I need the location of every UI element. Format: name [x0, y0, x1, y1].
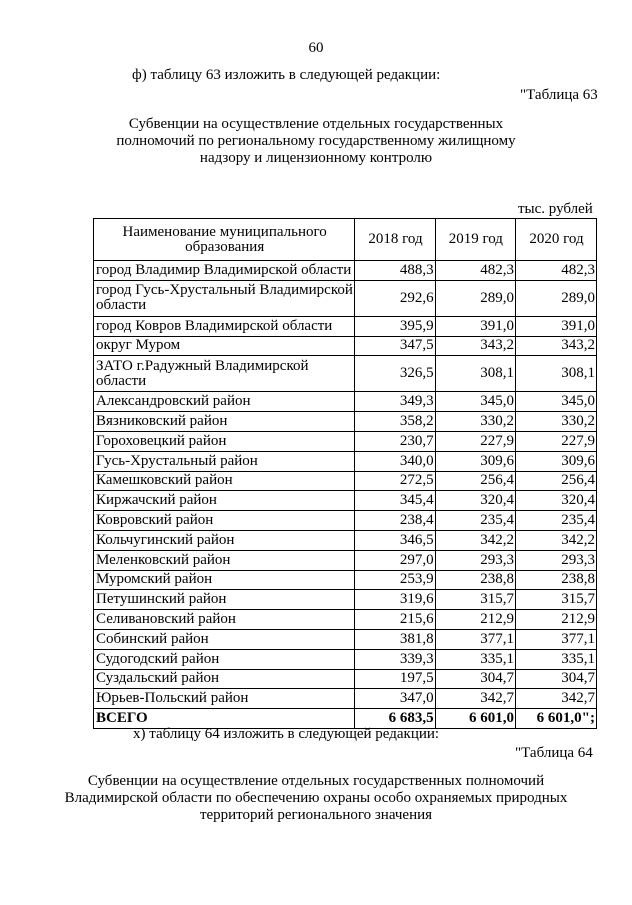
- value-2018-cell: 253,9: [355, 570, 435, 590]
- table-row: [94, 590, 597, 610]
- value-2020-cell: 212,9: [515, 610, 596, 630]
- value-2020-cell: 391,0: [515, 316, 596, 336]
- value-2020-cell: 308,1: [515, 356, 596, 392]
- municipality-cell: Петушинский район: [94, 590, 355, 610]
- value-2020-cell: 320,4: [515, 491, 596, 511]
- total-2018-cell: 6 683,5: [355, 709, 435, 729]
- table-row: [94, 649, 597, 669]
- value-2018-cell: 339,3: [355, 649, 435, 669]
- title-line: Владимирской области по обеспечению охраны особо охраняемых природных: [64, 790, 568, 806]
- value-2019-cell: 345,0: [435, 392, 515, 412]
- municipality-cell: Селивановский район: [94, 610, 355, 630]
- value-2019-cell: 256,4: [435, 471, 515, 491]
- table-row: [94, 610, 597, 630]
- table-row: [94, 530, 597, 550]
- value-2018-cell: 346,5: [355, 530, 435, 550]
- value-2018-cell: 340,0: [355, 451, 435, 471]
- value-2019-cell: 377,1: [435, 629, 515, 649]
- value-2020-cell: 342,2: [515, 530, 596, 550]
- table-63-label: "Таблица 63: [520, 87, 598, 103]
- value-2019-cell: 342,7: [435, 689, 515, 709]
- table-row: [94, 356, 597, 392]
- value-2018-cell: 345,4: [355, 491, 435, 511]
- title-line: надзору и лицензионному контролю: [199, 150, 433, 166]
- value-2018-cell: 358,2: [355, 412, 435, 432]
- table-row: [94, 451, 597, 471]
- value-2018-cell: 488,3: [355, 261, 435, 281]
- table-row: [94, 570, 597, 590]
- municipality-cell: Собинский район: [94, 629, 355, 649]
- value-2019-cell: 320,4: [435, 491, 515, 511]
- table-row: [94, 550, 597, 570]
- value-2018-cell: 349,3: [355, 392, 435, 412]
- municipality-cell: Киржачский район: [94, 491, 355, 511]
- total-2019-cell: 6 601,0: [435, 709, 515, 729]
- value-2019-cell: 308,1: [435, 356, 515, 392]
- table-row: [94, 669, 597, 689]
- value-2020-cell: 343,2: [515, 336, 596, 356]
- municipality-cell: ЗАТО г.Радужный Владимирской области: [94, 356, 355, 392]
- table-body: [94, 261, 597, 729]
- value-2019-cell: 238,8: [435, 570, 515, 590]
- total-label-cell: ВСЕГО: [94, 709, 355, 729]
- value-2019-cell: 335,1: [435, 649, 515, 669]
- municipality-cell: округ Муром: [94, 336, 355, 356]
- value-2018-cell: 319,6: [355, 590, 435, 610]
- municipality-cell: город Ковров Владимирской области: [94, 316, 355, 336]
- table-row: [94, 491, 597, 511]
- value-2020-cell: 315,7: [515, 590, 596, 610]
- table-row: [94, 392, 597, 412]
- value-2019-cell: 293,3: [435, 550, 515, 570]
- value-2019-cell: 212,9: [435, 610, 515, 630]
- table-row: [94, 336, 597, 356]
- table-header-row: [94, 219, 597, 261]
- value-2020-cell: 330,2: [515, 412, 596, 432]
- value-2020-cell: 335,1: [515, 649, 596, 669]
- value-2019-cell: 304,7: [435, 669, 515, 689]
- municipality-cell: Меленковский район: [94, 550, 355, 570]
- table-row: [94, 412, 597, 432]
- municipality-cell: Суздальский район: [94, 669, 355, 689]
- value-2018-cell: 347,0: [355, 689, 435, 709]
- table-row: [94, 316, 597, 336]
- value-2018-cell: 215,6: [355, 610, 435, 630]
- total-2020-cell: 6 601,0";: [515, 709, 596, 729]
- municipality-cell: Вязниковский район: [94, 412, 355, 432]
- column-header-2020: 2020 год: [515, 219, 596, 261]
- value-2020-cell: 293,3: [515, 550, 596, 570]
- value-2020-cell: 309,6: [515, 451, 596, 471]
- value-2019-cell: 330,2: [435, 412, 515, 432]
- municipality-cell: Судогодский район: [94, 649, 355, 669]
- value-2019-cell: 343,2: [435, 336, 515, 356]
- column-header-name: Наименование муниципального образования: [94, 219, 355, 261]
- table-row: [94, 689, 597, 709]
- municipality-cell: Юрьев-Польский район: [94, 689, 355, 709]
- municipality-cell: Александровский район: [94, 392, 355, 412]
- value-2019-cell: 482,3: [435, 261, 515, 281]
- table-64-title: [0, 773, 632, 824]
- municipality-cell: город Гусь-Хрустальный Владимирской области: [94, 280, 355, 316]
- value-2019-cell: 227,9: [435, 431, 515, 451]
- unit-label: тыс. рублей: [518, 201, 593, 217]
- value-2018-cell: 292,6: [355, 280, 435, 316]
- column-header-2018: 2018 год: [355, 219, 435, 261]
- value-2018-cell: 230,7: [355, 431, 435, 451]
- value-2020-cell: 345,0: [515, 392, 596, 412]
- value-2018-cell: 197,5: [355, 669, 435, 689]
- page-number: 60: [308, 40, 324, 56]
- value-2020-cell: 289,0: [515, 280, 596, 316]
- value-2020-cell: 482,3: [515, 261, 596, 281]
- value-2019-cell: 235,4: [435, 511, 515, 531]
- value-2018-cell: 326,5: [355, 356, 435, 392]
- amendment-x-text: х) таблицу 64 изложить в следующей редакции:: [133, 726, 440, 742]
- column-header-2019: 2019 год: [435, 219, 515, 261]
- value-2020-cell: 377,1: [515, 629, 596, 649]
- value-2019-cell: 289,0: [435, 280, 515, 316]
- table-64-label: "Таблица 64: [515, 745, 593, 761]
- table-row: [94, 471, 597, 491]
- value-2019-cell: 315,7: [435, 590, 515, 610]
- value-2020-cell: 238,8: [515, 570, 596, 590]
- title-line: полномочий по региональному государственному жилищному: [116, 133, 516, 149]
- municipality-cell: город Владимир Владимирской области: [94, 261, 355, 281]
- value-2020-cell: 342,7: [515, 689, 596, 709]
- table-row: [94, 511, 597, 531]
- municipality-cell: Кольчугинский район: [94, 530, 355, 550]
- value-2018-cell: 297,0: [355, 550, 435, 570]
- municipality-cell: Ковровский район: [94, 511, 355, 531]
- value-2018-cell: 238,4: [355, 511, 435, 531]
- municipality-cell: Муромский район: [94, 570, 355, 590]
- municipality-cell: Камешковский район: [94, 471, 355, 491]
- value-2020-cell: 256,4: [515, 471, 596, 491]
- title-line: Субвенции на осуществление отдельных государственных полномочий: [87, 773, 545, 789]
- title-line: Субвенции на осуществление отдельных государственных: [128, 116, 504, 132]
- value-2020-cell: 304,7: [515, 669, 596, 689]
- municipality-cell: Гороховецкий район: [94, 431, 355, 451]
- table-row: [94, 261, 597, 281]
- table-row: [94, 431, 597, 451]
- value-2019-cell: 309,6: [435, 451, 515, 471]
- value-2019-cell: 391,0: [435, 316, 515, 336]
- value-2020-cell: 227,9: [515, 431, 596, 451]
- table-row: [94, 629, 597, 649]
- amendment-f-text: ф) таблицу 63 изложить в следующей редакции:: [132, 67, 441, 83]
- value-2018-cell: 395,9: [355, 316, 435, 336]
- value-2019-cell: 342,2: [435, 530, 515, 550]
- value-2018-cell: 347,5: [355, 336, 435, 356]
- title-line: территорий регионального значения: [199, 807, 433, 823]
- table-63-title: [0, 116, 632, 167]
- municipality-cell: Гусь-Хрустальный район: [94, 451, 355, 471]
- value-2018-cell: 272,5: [355, 471, 435, 491]
- table-row: [94, 280, 597, 316]
- value-2018-cell: 381,8: [355, 629, 435, 649]
- subvention-table: [93, 218, 597, 729]
- value-2020-cell: 235,4: [515, 511, 596, 531]
